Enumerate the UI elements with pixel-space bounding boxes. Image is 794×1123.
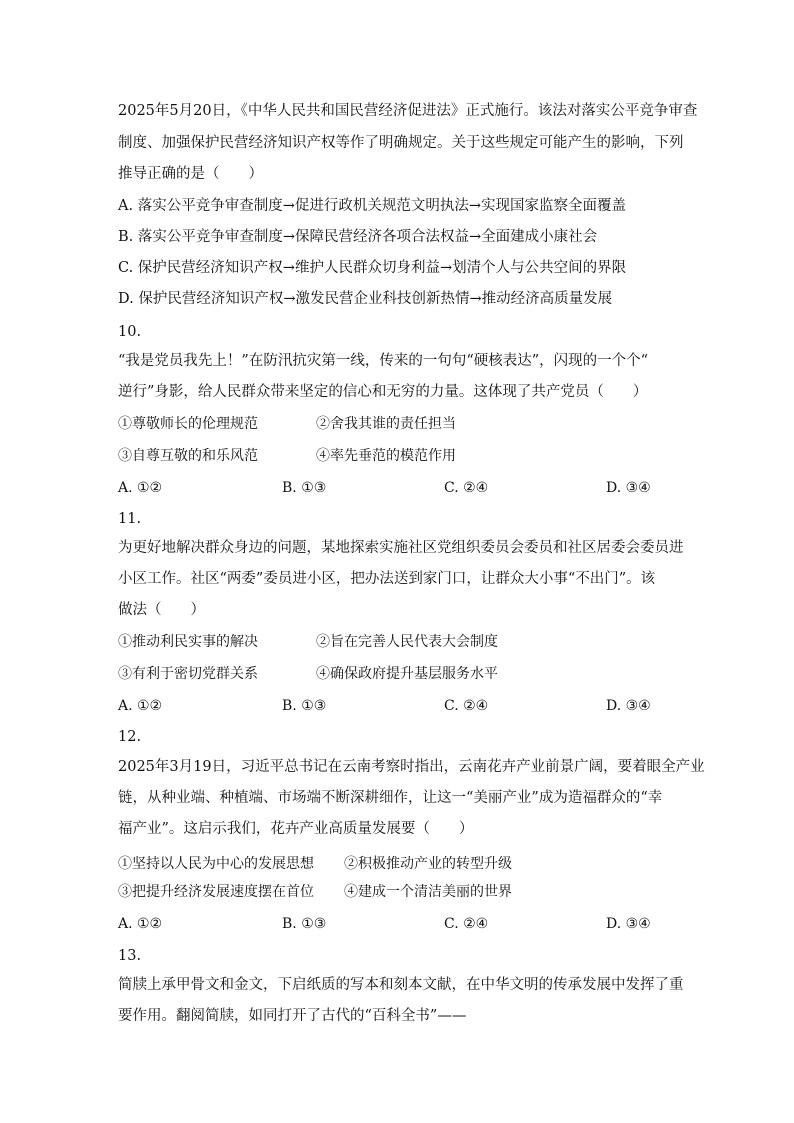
q12-item-2: ②积极推动产业的转型升级 bbox=[344, 856, 512, 872]
q10-item-3: ③自尊互敬的和乐风范 bbox=[118, 448, 258, 464]
q11-number: 11. bbox=[118, 511, 142, 527]
q12-number: 12. bbox=[118, 729, 142, 745]
q10-item-1: ①尊敬师长的伦理规范 bbox=[118, 416, 258, 432]
q9-stem-line-2: 制度、加强保护民营经济知识产权等作了明确规定。关于这些规定可能产生的影响，下列 bbox=[118, 135, 684, 151]
q11-stem-line-1: 为更好地解决群众身边的问题，某地探索实施社区党组织委员会委员和社区居委会委员进 bbox=[118, 540, 684, 556]
q11-choice-d: D. ③④ bbox=[606, 698, 651, 714]
q12-choice-b: B. ①③ bbox=[282, 916, 327, 932]
q13-stem-line-2: 要作用。翻阅简牍，如同打开了古代的“百科全书”—— bbox=[118, 1008, 467, 1024]
q10-choice-c: C. ②④ bbox=[444, 480, 489, 496]
q11-stem-line-3: 做法（ ） bbox=[118, 602, 205, 618]
q12-item-3: ③把提升经济发展速度摆在首位 bbox=[118, 884, 314, 900]
q10-stem-line-2: 逆行”身影，给人民群众带来坚定的信心和无穷的力量。这体现了共产党员（ ） bbox=[118, 384, 648, 400]
q13-number: 13. bbox=[118, 948, 142, 964]
q12-choice-c: C. ②④ bbox=[444, 916, 489, 932]
q9-option-b: B. 落实公平竞争审查制度→保障民营经济各项合法权益→全面建成小康社会 bbox=[118, 229, 598, 245]
q10-stem-line-1: “我是党员我先上！”在防汛抗灾第一线，传来的一句句“硬核表达”，闪现的一个个“ bbox=[118, 353, 649, 369]
q9-stem-line-3: 推导正确的是（ ） bbox=[118, 166, 263, 182]
q11-choice-b: B. ①③ bbox=[282, 698, 327, 714]
q10-choice-a: A. ①② bbox=[118, 480, 163, 496]
q10-choice-d: D. ③④ bbox=[606, 480, 651, 496]
q9-option-d: D. 保护民营经济知识产权→激发民营企业科技创新热情→推动经济高质量发展 bbox=[118, 291, 613, 307]
q11-choice-a: A. ①② bbox=[118, 698, 163, 714]
q12-stem-line-3: 福产业”。这启示我们，花卉产业高质量发展要（ ） bbox=[118, 821, 474, 837]
q12-item-1: ①坚持以人民为中心的发展思想 bbox=[118, 856, 314, 872]
q11-choice-c: C. ②④ bbox=[444, 698, 489, 714]
q9-option-c: C. 保护民营经济知识产权→维护人民群众切身利益→划清个人与公共空间的界限 bbox=[118, 260, 627, 276]
q13-stem-line-1: 简牍上承甲骨文和金文，下启纸质的写本和刻本文献，在中华文明的传承发展中发挥了重 bbox=[118, 977, 684, 993]
q9-stem-line-1: 2025年5月20日，《中华人民共和国民营经济促进法》正式施行。该法对落实公平竞争审查 bbox=[118, 103, 698, 119]
q9-option-a: A. 落实公平竞争审查制度→促进行政机关规范文明执法→实现国家监察全面覆盖 bbox=[118, 198, 626, 214]
q11-stem-line-2: 小区工作。社区“两委”委员进小区，把办法送到家门口，让群众大小事“不出门”。该 bbox=[118, 571, 656, 587]
q10-item-4: ④率先垂范的模范作用 bbox=[316, 448, 456, 464]
q10-item-2: ②舍我其谁的责任担当 bbox=[316, 416, 456, 432]
q12-stem-line-1: 2025年3月19日，习近平总书记在云南考察时指出，云南花卉产业前景广阔，要着眼全产业 bbox=[118, 759, 705, 775]
q11-item-1: ①推动利民实事的解决 bbox=[118, 634, 258, 650]
q10-number: 10. bbox=[118, 324, 142, 340]
q10-choice-b: B. ①③ bbox=[282, 480, 327, 496]
q12-choice-d: D. ③④ bbox=[606, 916, 651, 932]
q11-item-2: ②旨在完善人民代表大会制度 bbox=[316, 634, 498, 650]
q12-stem-line-2: 链，从种业端、种植端、市场端不断深耕细作，让这一“美丽产业”成为造福群众的“幸 bbox=[118, 790, 663, 806]
q12-choice-a: A. ①② bbox=[118, 916, 163, 932]
q11-item-3: ③有利于密切党群关系 bbox=[118, 666, 258, 682]
q12-item-4: ④建成一个清洁美丽的世界 bbox=[344, 884, 512, 900]
q11-item-4: ④确保政府提升基层服务水平 bbox=[316, 666, 498, 682]
